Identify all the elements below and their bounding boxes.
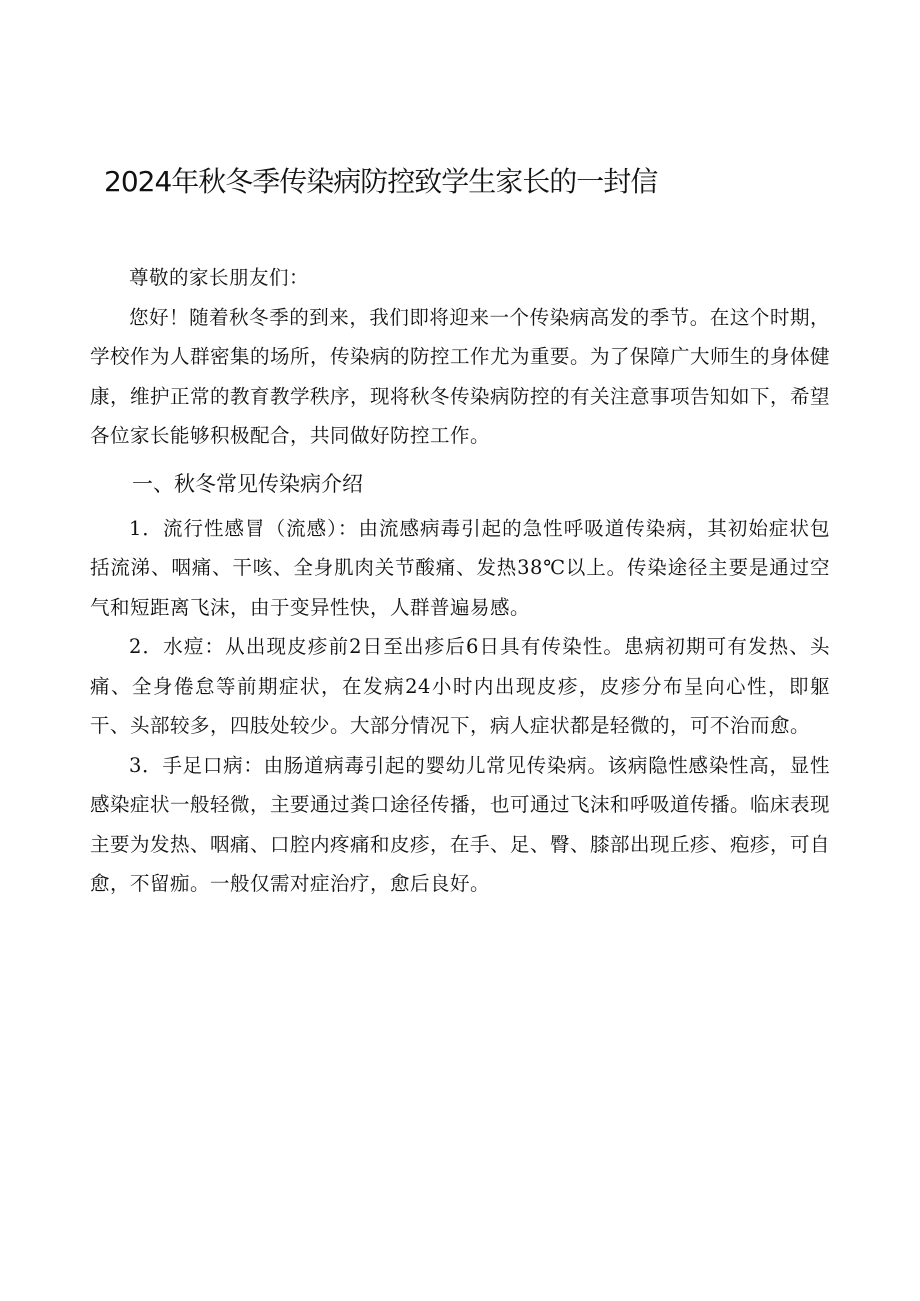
- disease-item-chickenpox: 2．水痘：从出现皮疹前2日至出疹后6日具有传染性。患病初期可有发热、头痛、全身倦怠等前期症状，在发病24小时内出现皮疹，皮疹分布呈向心性，即躯干、头部较多，四肢处较少。大部分情况下，病人症状都是轻微的，可不治而愈。: [90, 635, 830, 737]
- document-body: [90, 258, 830, 904]
- salutation: 尊敬的家长朋友们：: [129, 266, 310, 289]
- document-title: 2024年秋冬季传染病防控致学生家长的一封信: [104, 165, 658, 198]
- disease-item-flu: 1．流行性感冒（流感）：由流感病毒引起的急性呼吸道传染病，其初始症状包括流涕、咽痛、干咳、全身肌肉关节酸痛、发热38℃以上。传染途径主要是通过空气和短距离飞沫，由于变异性快，人群普遍易感。: [90, 516, 830, 619]
- disease-item-hand-foot-mouth: 3．手足口病：由肠道病毒引起的婴幼儿常见传染病。该病隐性感染性高，显性感染症状一般轻微，主要通过粪口途径传播，也可通过飞沫和呼吸道传播。临床表现主要为发热、咽痛、口腔内疼痛和皮疹，在手、足、臀、膝部出现丘疹、疱疹，可自愈，不留痂。一般仅需对症治疗，愈后良好。: [90, 753, 831, 895]
- section-heading: 一、秋冬常见传染病介绍: [132, 471, 363, 496]
- intro-paragraph: 您好！随着秋冬季的到来，我们即将迎来一个传染病高发的季节。在这个时期，学校作为人群密集的场所，传染病的防控工作尤为重要。为了保障广大师生的身体健康，维护正常的教育教学秩序，现将秋冬传染病防控的有关注意事项告知如下，希望各位家长能够积极配合，共同做好防控工作。: [90, 305, 831, 447]
